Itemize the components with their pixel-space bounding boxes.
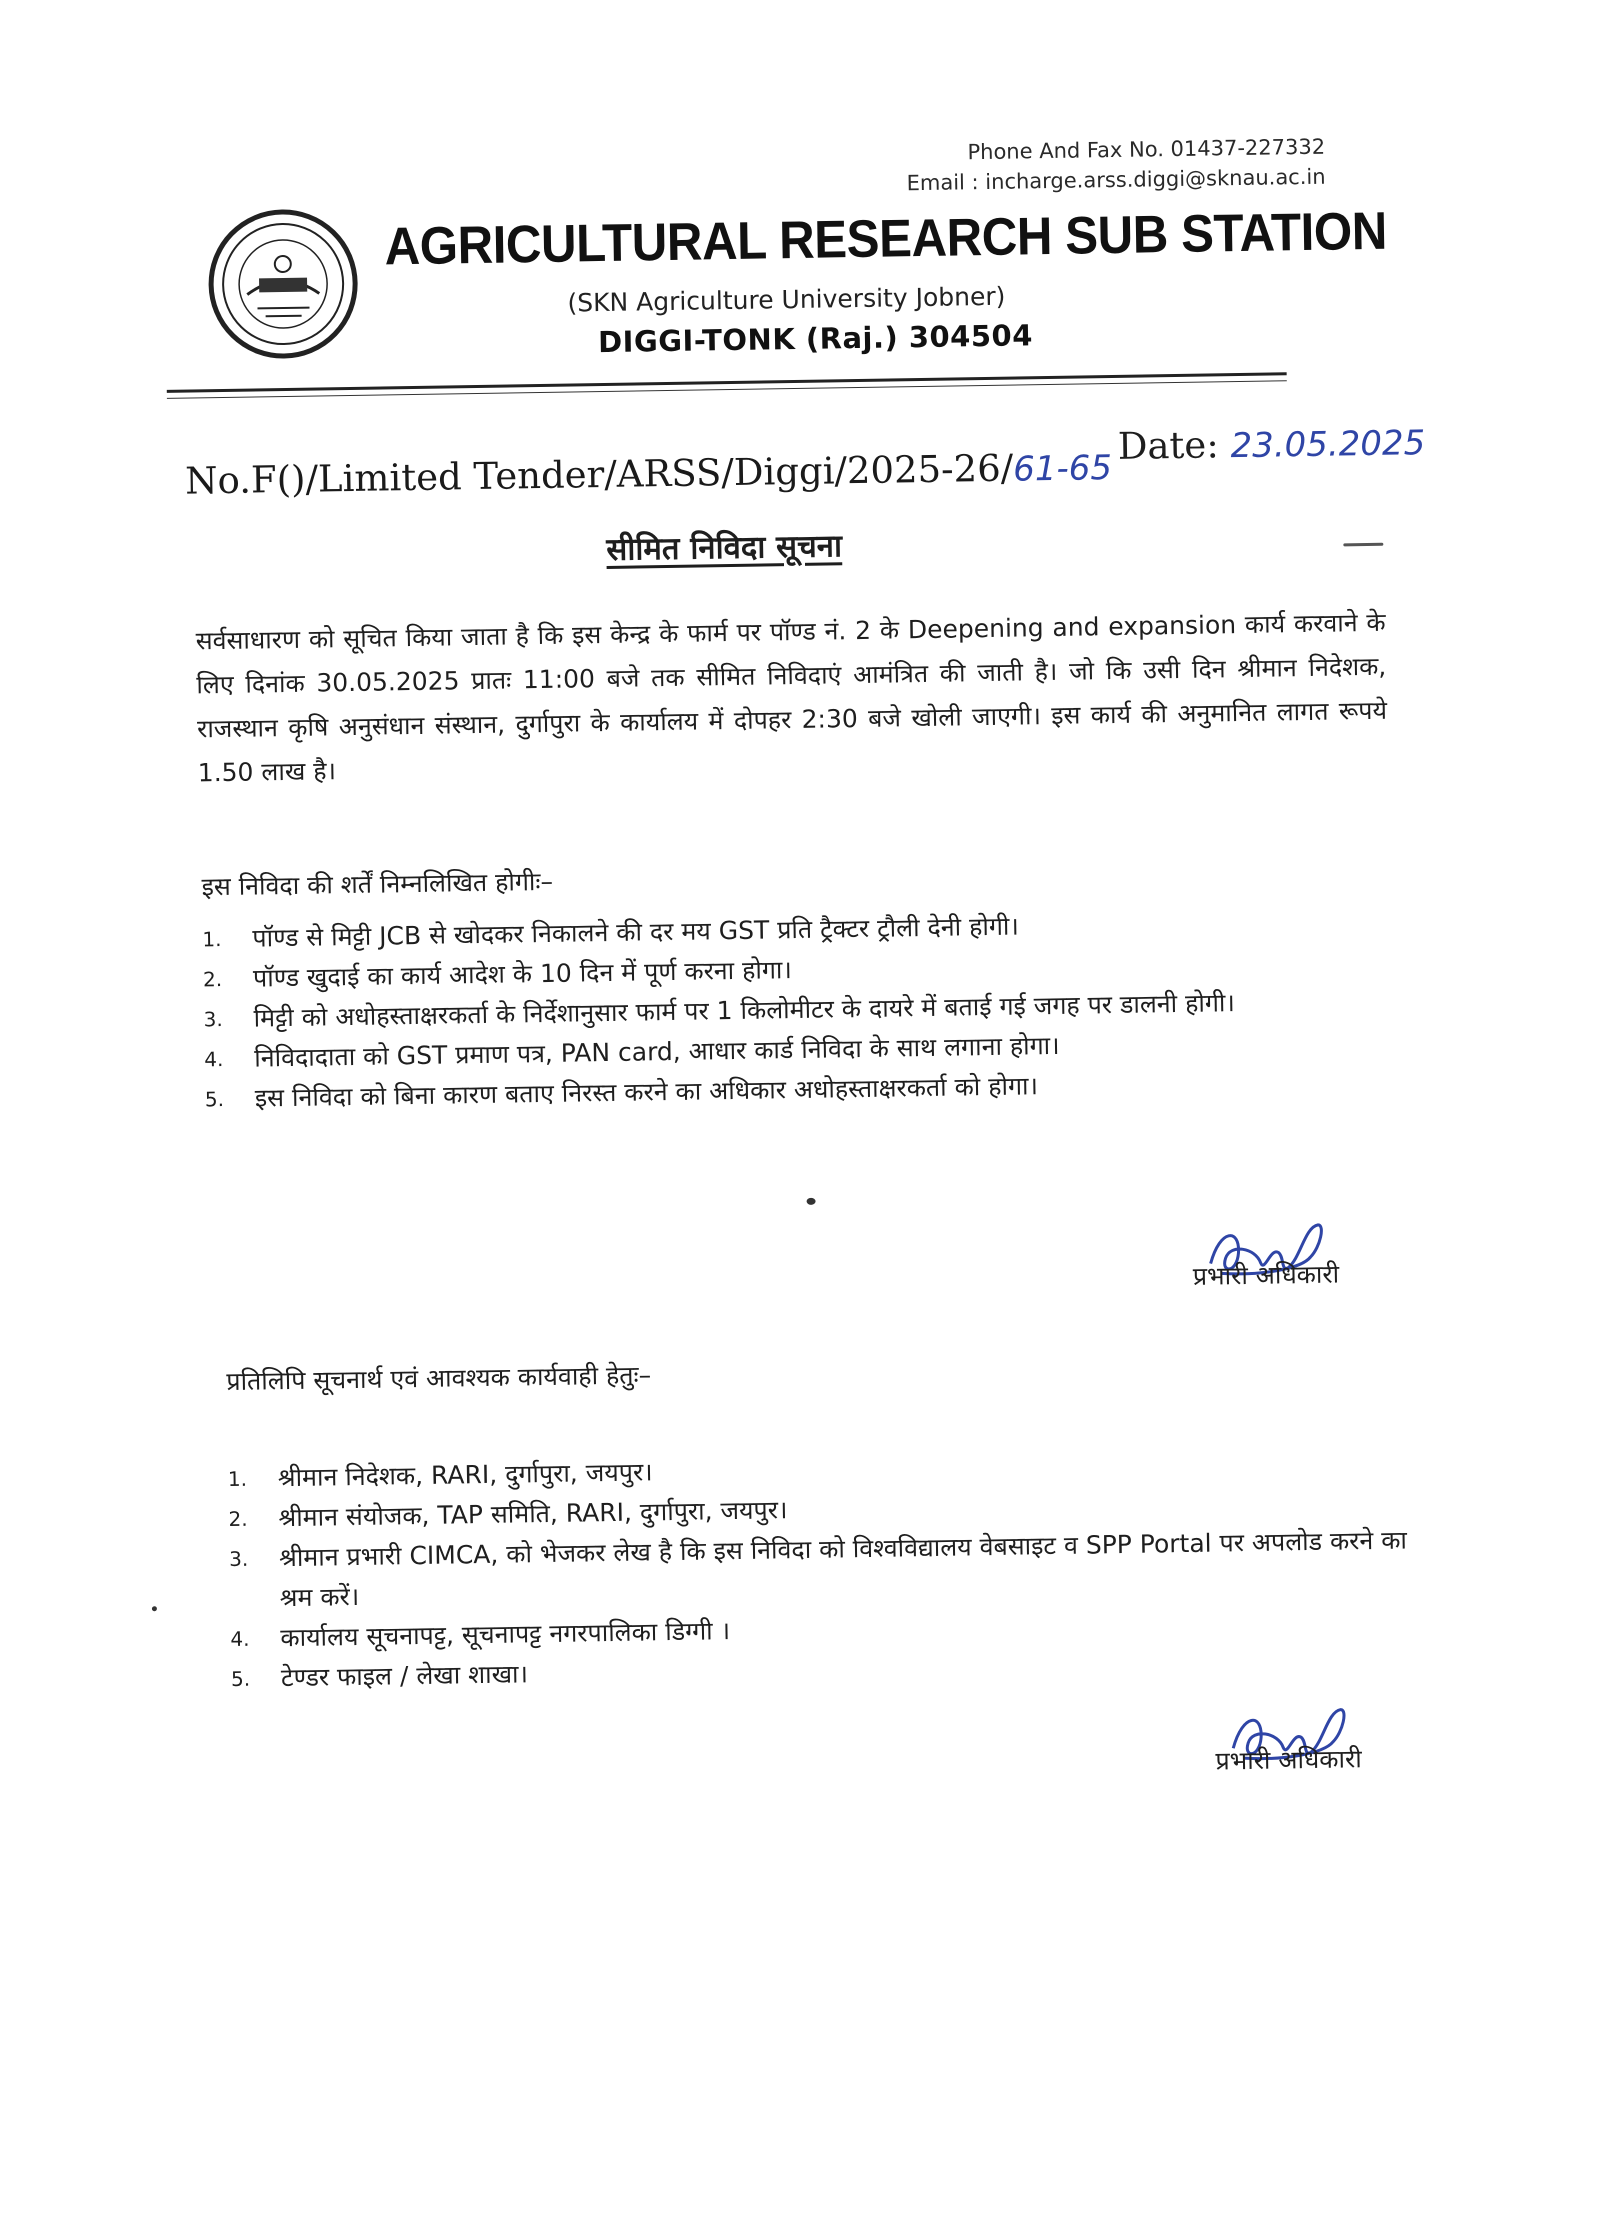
date-handwritten: 23.05.2025 xyxy=(1230,423,1426,467)
contact-block xyxy=(906,132,1326,199)
signatory-title-2: प्रभारी अधिकारी xyxy=(1215,1744,1362,1776)
list-item: 1. श्रीमान निदेशक, RARI, दुर्गापुरा, जयपुर। xyxy=(227,1457,653,1493)
scan-speck xyxy=(807,1198,816,1205)
reference-number xyxy=(185,445,1112,503)
scan-mark xyxy=(1343,543,1383,547)
notice-title: सीमित निविदा सूचना xyxy=(606,528,843,568)
university-seal-icon xyxy=(206,207,360,361)
org-name: AGRICULTURAL RESEARCH SUB STATION xyxy=(384,201,1388,277)
copy-heading: प्रतिलिपि सूचनार्थ एवं आवश्यक कार्यवाही हेतुः– xyxy=(226,1360,652,1397)
list-item: 5. इस निविदा को बिना कारण बताए निरस्त करने का अधिकार अधोहस्ताक्षरकर्ता को होगा। xyxy=(204,1071,1039,1113)
phone-fax: Phone And Fax No. 01437-227332 xyxy=(967,134,1326,165)
university-name: (SKN Agriculture University Jobner) xyxy=(567,281,1006,318)
conditions-heading: इस निविदा की शर्तें निम्नलिखित होगीः– xyxy=(201,866,554,902)
notice-body: सर्वसाधारण को सूचित किया जाता है कि इस केन्द्र के फार्म पर पॉण्ड नं. 2 के Deepening and expansion कार्य करवाने के लिए दिनांक 30.05.2025 प्रातः 11:00 बजे तक सीमित निविदाएं आमंत्रित की जाती है। जो कि उसी दिन श्रीमान निदेशक, राजस्थान कृषि अनुसंधान संस्थान, दुर्गापुरा के कार्यालय में दोपहर 2:30 बजे खोली जाएगी। इस कार्य की अनुमानित लागत रूपये 1.50 लाख है। xyxy=(195,607,1388,788)
list-item: 2. श्रीमान संयोजक, TAP समिति, RARI, दुर्गापुरा, जयपुर। xyxy=(228,1495,788,1533)
reference-prefix: No.F()/Limited Tender/ARSS/Diggi/2025-26/ xyxy=(184,446,1014,503)
date-label: Date: xyxy=(1117,423,1220,468)
org-address: DIGGI-TONK (Raj.) 304504 xyxy=(597,318,1034,360)
list-item: 4. कार्यालय सूचनापट्ट, सूचनापट्ट नगरपालिका डिग्गी । xyxy=(230,1616,731,1653)
signature-block xyxy=(1192,1217,1339,1293)
list-item: 3. मिट्टी को अधोहस्ताक्षरकर्ता के निर्देशानुसार फार्म पर 1 किलोमीटर के दायरे में बताई गई जगह पर डालनी होगी। xyxy=(203,988,1236,1033)
list-item: 3. श्रीमान प्रभारी CIMCA, को भेजकर लेख है कि इस निविदा को विश्वविद्यालय वेबसाइट व SPP Portal पर अपलोड करने का श्रम करें। xyxy=(228,1525,1408,1613)
email: Email : incharge.arss.diggi@sknau.ac.in xyxy=(906,164,1326,196)
copy-list xyxy=(228,1441,1412,1700)
list-item: 4. निविदादाता को GST प्रमाण पत्र, PAN card, आधार कार्ड निविदा के साथ लगाना होगा। xyxy=(204,1030,1060,1073)
date-line xyxy=(1117,420,1425,468)
scan-speck xyxy=(152,1606,157,1611)
list-item: 2. पॉण्ड खुदाई का कार्य आदेश के 10 दिन में पूर्ण करना होगा। xyxy=(202,955,793,993)
conditions-list xyxy=(202,901,1385,1120)
list-item: 5. टेण्डर फाइल / लेखा शाखा। xyxy=(230,1659,529,1693)
list-item: 1. पॉण्ड से मिट्टी JCB से खोदकर निकालने की दर मय GST प्रति ट्रैक्टर ट्रौली देनी होगी। xyxy=(202,911,1020,953)
signature-block-2 xyxy=(1215,1701,1362,1777)
reference-handwritten: 61-65 xyxy=(1012,448,1113,490)
signatory-title: प्रभारी अधिकारी xyxy=(1192,1259,1340,1291)
